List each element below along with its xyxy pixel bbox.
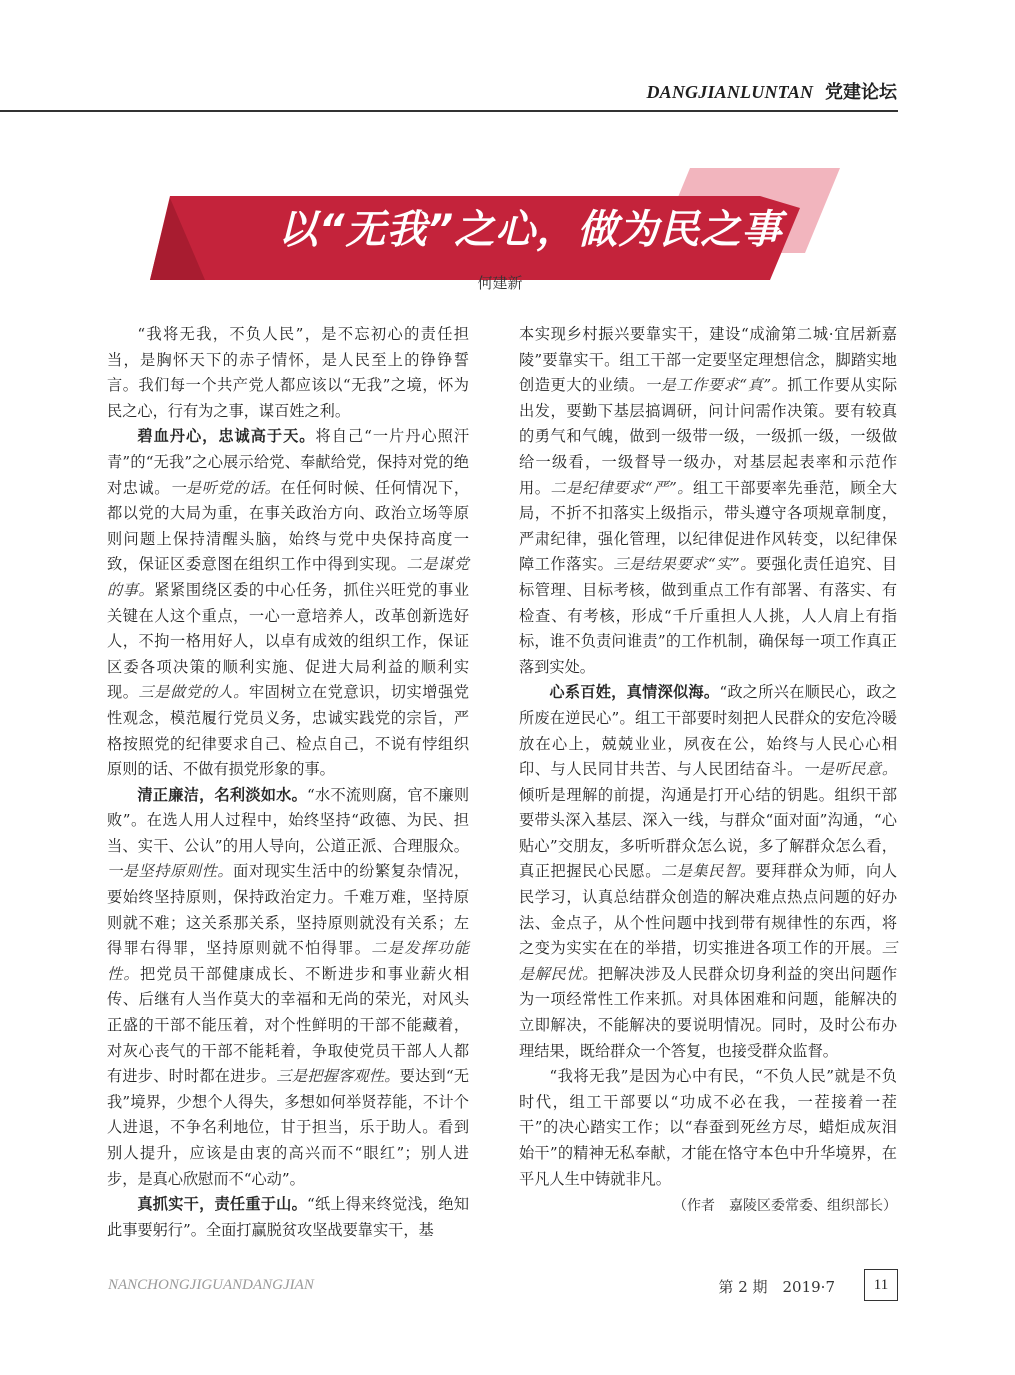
- section-paragraph: 心系百姓，真情深似海。“政之所兴在顺民心，政之所废在逆民心”。组工干部要时刻把人民群众的安危冷暖放在心上，兢兢业业，夙夜在公，始终与人民心心相印、与人民同甘共苦、与人民团结奋斗。一是听民意。倾听是理解的前提，沟通是打开心结的钥匙。组织干部要带头深入基层、深入一线，与群众“面对面”沟通，“心贴心”交朋友，多听听群众怎么说，多了解群众怎么看，真正把握民心民愿。二是集民智。要拜群众为师，向人民学习，认真总结群众创造的解决难点热点问题的好办法、金点子，从个性问题中找到带有规律性的东西，将之变为实实在在的举措，切实推进各项工作的开展。三是解民忧。把解决涉及人民群众切身利益的突出问题作为一项经常性工作来抓。对具体困难和问题，能解决的立即解决，不能解决的要说明情况。同时，及时公布办理结果，既给群众一个答复，也接受群众监督。: [519, 683, 898, 1060]
- section-heading: 心系百姓，真情深似海。: [549, 683, 720, 702]
- emphasis-point: 二是谋党的事。: [107, 555, 470, 599]
- section-heading: 碧血丹心，忠诚高于天。: [137, 427, 316, 446]
- journal-header: [646, 78, 897, 104]
- emphasis-point: 二是纪律要求“严”。: [550, 478, 693, 497]
- section-paragraph: 清正廉洁，名利淡如水。“水不流则腐，官不廉则败”。在选人用人过程中，始终坚持“政德、为民、担当、实干、公认”的用人导向，公道正派、合理服众。一是坚持原则性。面对现实生活中的纷繁复杂情况，要始终坚持原则，保持政治定力。千难万难，坚持原则就不难；这关系那关系，坚持原则就没有关系；左得罪右得罪，坚持原则就不怕得罪。二是发挥功能性。把党员干部健康成长、不断进步和事业薪火相传、后继有人当作莫大的幸福和无尚的荣光，对风头正盛的干部不能压着，对个性鲜明的干部不能藏着，对灰心丧气的干部不能耗着，争取使党员干部人人都有进步、时时都在进步。三是把握客观性。要达到“无我”境界，少想个人得失，多想如何举贤荐能，不计个人进退，不争名利地位，甘于担当，乐于助人。看到别人提升，应该是由衷的高兴而不“眼红”；别人进步，是真心欣慰而不“心动”。: [107, 785, 470, 1188]
- intro-paragraph: “我将无我，不负人民”，是不忘初心的责任担当，是胸怀天下的赤子情怀，是人民至上的铮铮誓言。我们每一个共产党人都应该以“无我”之境，怀为民之心，行有为之事，谋百姓之利。: [107, 325, 469, 420]
- footer-publication: NANCHONGJIGUANDANGJIAN: [108, 1277, 314, 1293]
- emphasis-point: 三是解民忧。: [519, 939, 897, 983]
- article-title: 以“无我”之心，做为民之事: [277, 207, 783, 253]
- emphasis-point: 一是工作要求“真”。: [644, 376, 788, 395]
- section-paragraph: 真抓实干，责任重于山。“纸上得来终觉浅，绝知此事要躬行”。全面打赢脱贫攻坚战要靠实干，基: [107, 1195, 470, 1239]
- header-english: DANGJIANLUNTAN: [646, 82, 814, 102]
- emphasis-point: 二是发挥功能性。: [107, 939, 470, 983]
- header-divider: [0, 110, 898, 112]
- emphasis-point: 一是坚持原则性。: [107, 862, 234, 881]
- emphasis-point: 三是结果要求“实”。: [613, 555, 756, 574]
- left-column: [107, 322, 469, 1243]
- section-paragraph: 碧血丹心，忠诚高于天。将自己“一片丹心照汗青”的“无我”之心展示给党、奉献给党，保持对党的绝对忠诚。一是听党的话。在任何时候、任何情况下，都以党的大局为重，在事关政治方向、政治立场等原则问题上保持清醒头脑，始终与党中央保持高度一致，保证区委意图在组织工作中得到实现。二是谋党的事。紧紧围绕区委的中心任务，抓住兴旺党的事业关键在人这个重点，一心一意培养人，改革创新选好人，不拘一格用好人，以卓有成效的组织工作，保证区委各项决策的顺利实施、促进大局利益的顺利实现。三是做党的人。牢固树立在党意识，切实增强党性观念，模范履行党员义务，忠诚实践党的宗旨，严格按照党的纪律要求自己、检点自己，不说有悖组织原则的话、不做有损党形象的事。: [107, 427, 470, 779]
- author-name: 何建新: [477, 274, 523, 292]
- section-heading: 清正廉洁，名利淡如水。: [137, 785, 308, 804]
- emphasis-point: 三是把握客观性。: [276, 1067, 400, 1086]
- right-column: [519, 322, 897, 1220]
- emphasis-point: 一是听民意。: [802, 760, 898, 779]
- header-chinese: 党建论坛: [825, 82, 897, 103]
- footer-issue: 第 2 期 2019·7: [718, 1278, 835, 1296]
- page-number: 11: [864, 1269, 898, 1301]
- closing-paragraph: “我将无我”是因为心中有民，“不负人民”就是不负时代，组工干部要以“功成不必在我，一茬接着一茬干”的决心踏实工作；以“春蚕到死丝方尽，蜡炬成灰泪始干”的精神无私奉献，才能在恪守本色中升华境界，在平凡人生中铸就非凡。: [519, 1067, 897, 1188]
- continued-paragraph: 本实现乡村振兴要靠实干，建设“成渝第二城·宜居新嘉陵”要靠实干。组工干部一定要坚定理想信念，脚踏实地创造更大的业绩。一是工作要求“真”。抓工作要从实际出发，要勤下基层搞调研，问计问需作决策。要有较真的勇气和气魄，做到一级带一级，一级抓一级，一级做给一级看，一级督导一级办，对基层起表率和示范作用。二是纪律要求“严”。组工干部要率先垂范，顾全大局，不折不扣落实上级指示，带头遵守各项规章制度，严肃纪律，强化管理，以纪律促进作风转变，以纪律保障工作落实。三是结果要求“实”。要强化责任追究、目标管理、目标考核，做到重点工作有部署、有落实、有检查、有考核，形成“千斤重担人人挑，人人肩上有指标，谁不负责问谁责”的工作机制，确保每一项工作真正落到实处。: [519, 325, 898, 676]
- emphasis-point: 三是做党的人。: [138, 683, 249, 702]
- emphasis-point: 二是集民智。: [660, 862, 756, 881]
- emphasis-point: 一是听党的话。: [170, 478, 281, 497]
- author-signature: （作者 嘉陵区委常委、组织部长）: [673, 1198, 897, 1215]
- section-heading: 真抓实干，责任重于山。: [137, 1195, 308, 1214]
